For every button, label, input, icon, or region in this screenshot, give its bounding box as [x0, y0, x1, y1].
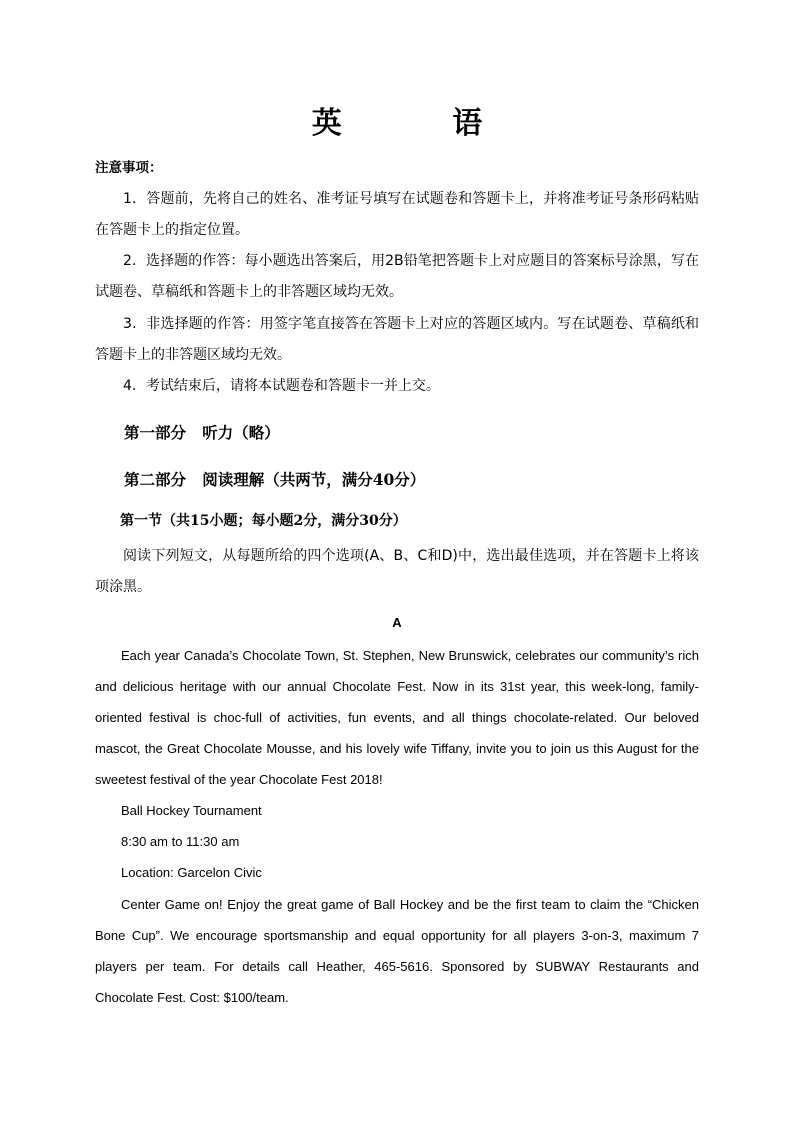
part1-heading: 第一部分 听力（略）	[124, 423, 280, 442]
part2-heading: 第二部分 阅读理解（共两节，满分40分）	[124, 470, 426, 489]
event-name: Ball Hockey Tournament	[121, 803, 262, 818]
notice-item-4: 4．考试结束后，请将本试题卷和答题卡一并上交。	[123, 378, 440, 394]
notice-heading: 注意事项：	[95, 160, 163, 176]
page-title: 英 语	[311, 106, 533, 141]
reading-instruction: 阅读下列短文，从每题所给的四个选项(A、B、C和D)中，选出最佳选项，并在答题卡上将该项涂黑。	[95, 548, 699, 595]
passage-intro: Each year Canada’s Chocolate Town, St. Stephen, New Brunswick, celebrates our community’s rich and delicious heritage with our annual Chocolate Fest. Now in its 31st year, this week-long, family-oriented festival is choc-full of activities, fun events, and all things chocolate-related. Our beloved mascot, the Great Chocolate Mousse, and his lovely wife Tiffany, invite you to join us this August for the sweetest festival of the year Chocolate Fest 2018!	[95, 648, 699, 787]
event-description: Center Game on! Enjoy the great game of Ball Hockey and be the first team to claim the “Chicken Bone Cup”. We encourage sportsmanship and equal opportunity for all players 3-on-3, maximum 7 players per team. For details call Heather, 465-5616. Sponsored by SUBWAY Restaurants and Chocolate Fest. Cost: $100/team.	[95, 897, 699, 1005]
event-time: 8:30 am to 11:30 am	[121, 834, 240, 849]
event-location: Location: Garcelon Civic	[121, 865, 262, 880]
notice-item-1: 1．答题前，先将自己的姓名、准考证号填写在试题卷和答题卡上，并将准考证号条形码粘贴在答题卡上的指定位置。	[95, 191, 699, 238]
section1-heading: 第一节（共15小题；每小题2分，满分30分）	[120, 513, 407, 529]
notice-item-3: 3．非选择题的作答：用签字笔直接答在答题卡上对应的答题区域内。写在试题卷、草稿纸和答题卡上的非答题区域均无效。	[95, 316, 699, 363]
passage-label: A	[392, 615, 402, 630]
notice-item-2: 2．选择题的作答：每小题选出答案后，用2B铅笔把答题卡上对应题目的答案标号涂黑，写在试题卷、草稿纸和答题卡上的非答题区域均无效。	[95, 253, 699, 300]
